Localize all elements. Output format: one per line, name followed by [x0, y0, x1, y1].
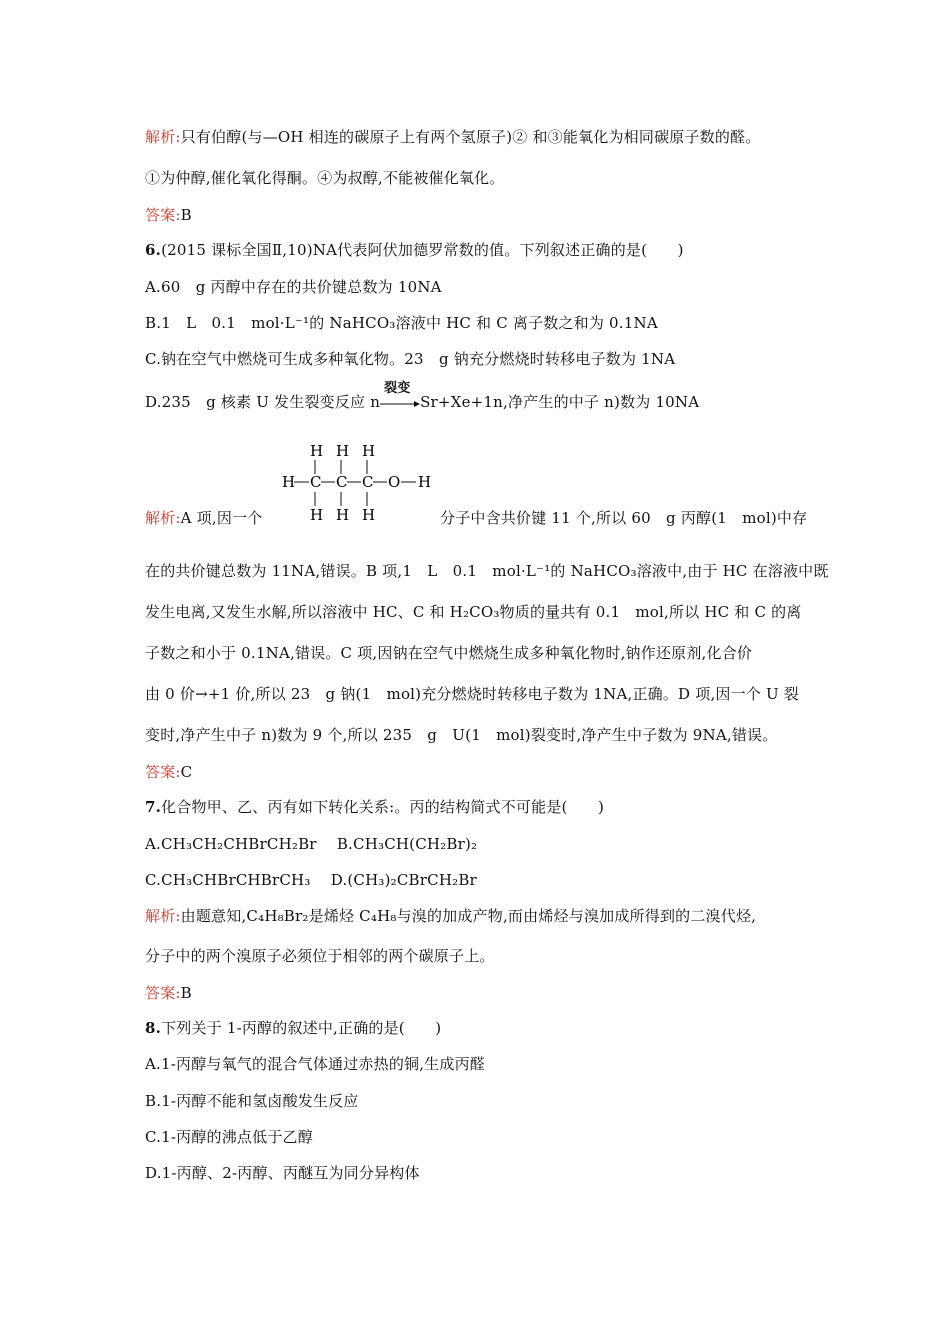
q6-analysis-line1-post: 分子中含共价键 11 个,所以 60 g 丙醇(1 mol)中存: [440, 509, 808, 527]
atom-h: H: [310, 442, 324, 460]
atom-h: H: [362, 442, 376, 460]
q6-answer: 答案:C: [145, 763, 193, 781]
q8-option-b: B.1-丙醇不能和氢卤酸发生反应: [145, 1092, 359, 1110]
propanol-structure: [275, 440, 445, 524]
q6-option-b: B.1 L 0.1 mol·L⁻¹的 NaHCO₃溶液中 HC 和 C 离子数之和为 0.1NA: [145, 314, 658, 332]
q7-answer: 答案:B: [145, 984, 192, 1002]
q6-analysis-line5: 由 0 价→+1 价,所以 23 g 钠(1 mol)充分燃烧时转移电子数为 1NA,正确。D 项,因一个 U 裂: [145, 685, 800, 703]
atom-h: H: [336, 442, 350, 460]
q7-stem: 7.化合物甲、乙、丙有如下转化关系:。丙的结构简式不可能是( ): [145, 798, 605, 816]
q6-analysis-line2: 在的共价键总数为 11NA,错误。B 项,1 L 0.1 mol·L⁻¹的 NaHCO₃溶液中,由于 HC 在溶液中既: [145, 562, 829, 580]
arrow-icon: [380, 401, 420, 407]
q5-analysis-label: 解析:: [145, 128, 181, 146]
q8-option-d: D.1-丙醇、2-丙醇、丙醚互为同分异构体: [145, 1164, 420, 1182]
q5-analysis-line1: 解析:只有伯醇(与—OH 相连的碳原子上有两个氢原子)② 和③能氧化为相同碳原子数的醛。: [145, 128, 761, 146]
atom-h: H: [336, 506, 350, 524]
atom-h: H: [282, 473, 296, 491]
q6-option-d: D.235 g 核素 U 发生裂变反应 n 裂变 Sr+Xe+1n,净产生的中子 n)数为 10NA: [145, 381, 700, 411]
q8-option-c: C.1-丙醇的沸点低于乙醇: [145, 1128, 313, 1146]
q6-stem: 6.(2015 课标全国Ⅱ,10)NA代表阿伏加德罗常数的值。下列叙述正确的是( ): [145, 241, 684, 259]
atom-c: C: [310, 473, 322, 491]
q7-options-cd: C.CH₃CHBrCHBrCH₃ D.(CH₃)₂CBrCH₂Br: [145, 871, 477, 889]
q5-analysis-line2: ①为仲醇,催化氧化得酮。④为叔醇,不能被催化氧化。: [145, 169, 505, 187]
atom-h: H: [310, 506, 324, 524]
atom-c: C: [362, 473, 374, 491]
atom-h: H: [362, 506, 376, 524]
q7-analysis-line1: 解析:由题意知,C₄H₈Br₂是烯烃 C₄H₈与溴的加成产物,而由烯烃与溴加成所得到的二溴代烃,: [145, 907, 757, 925]
q6-analysis-line3: 发生电离,又发生水解,所以溶液中 HC、C 和 H₂CO₃物质的量共有 0.1 mol,所以 HC 和 C 的离: [145, 603, 802, 621]
q5-answer: 答案:B: [145, 206, 192, 224]
q6-option-c: C.钠在空气中燃烧可生成多种氧化物。23 g 钠充分燃烧时转移电子数为 1NA: [145, 350, 676, 368]
q6-analysis-line1: 解析:A 项,因一个: [145, 509, 263, 527]
q7-analysis-line2: 分子中的两个溴原子必须位于相邻的两个碳原子上。: [145, 947, 495, 965]
atom-o: O: [388, 473, 401, 491]
q6-analysis-line4: 子数之和小于 0.1NA,错误。C 项,因钠在空气中燃烧生成多种氧化物时,钠作还原剂,化合价: [145, 644, 753, 662]
q6-analysis-line6: 变时,净产生中子 n)数为 9 个,所以 235 g U(1 mol)裂变时,净产生中子数为 9NA,错误。: [145, 726, 778, 744]
q7-options-ab: A.CH₃CH₂CHBrCH₂Br B.CH₃CH(CH₂Br)₂: [145, 835, 478, 853]
atom-h: H: [418, 473, 432, 491]
q6-option-a: A.60 g 丙醇中存在的共价键总数为 10NA: [145, 278, 442, 296]
q8-stem: 8.下列关于 1-丙醇的叙述中,正确的是( ): [145, 1019, 442, 1037]
fission-arrow: 裂变: [380, 393, 420, 413]
q8-option-a: A.1-丙醇与氧气的混合气体通过赤热的铜,生成丙醛: [145, 1055, 485, 1073]
atom-c: C: [336, 473, 348, 491]
